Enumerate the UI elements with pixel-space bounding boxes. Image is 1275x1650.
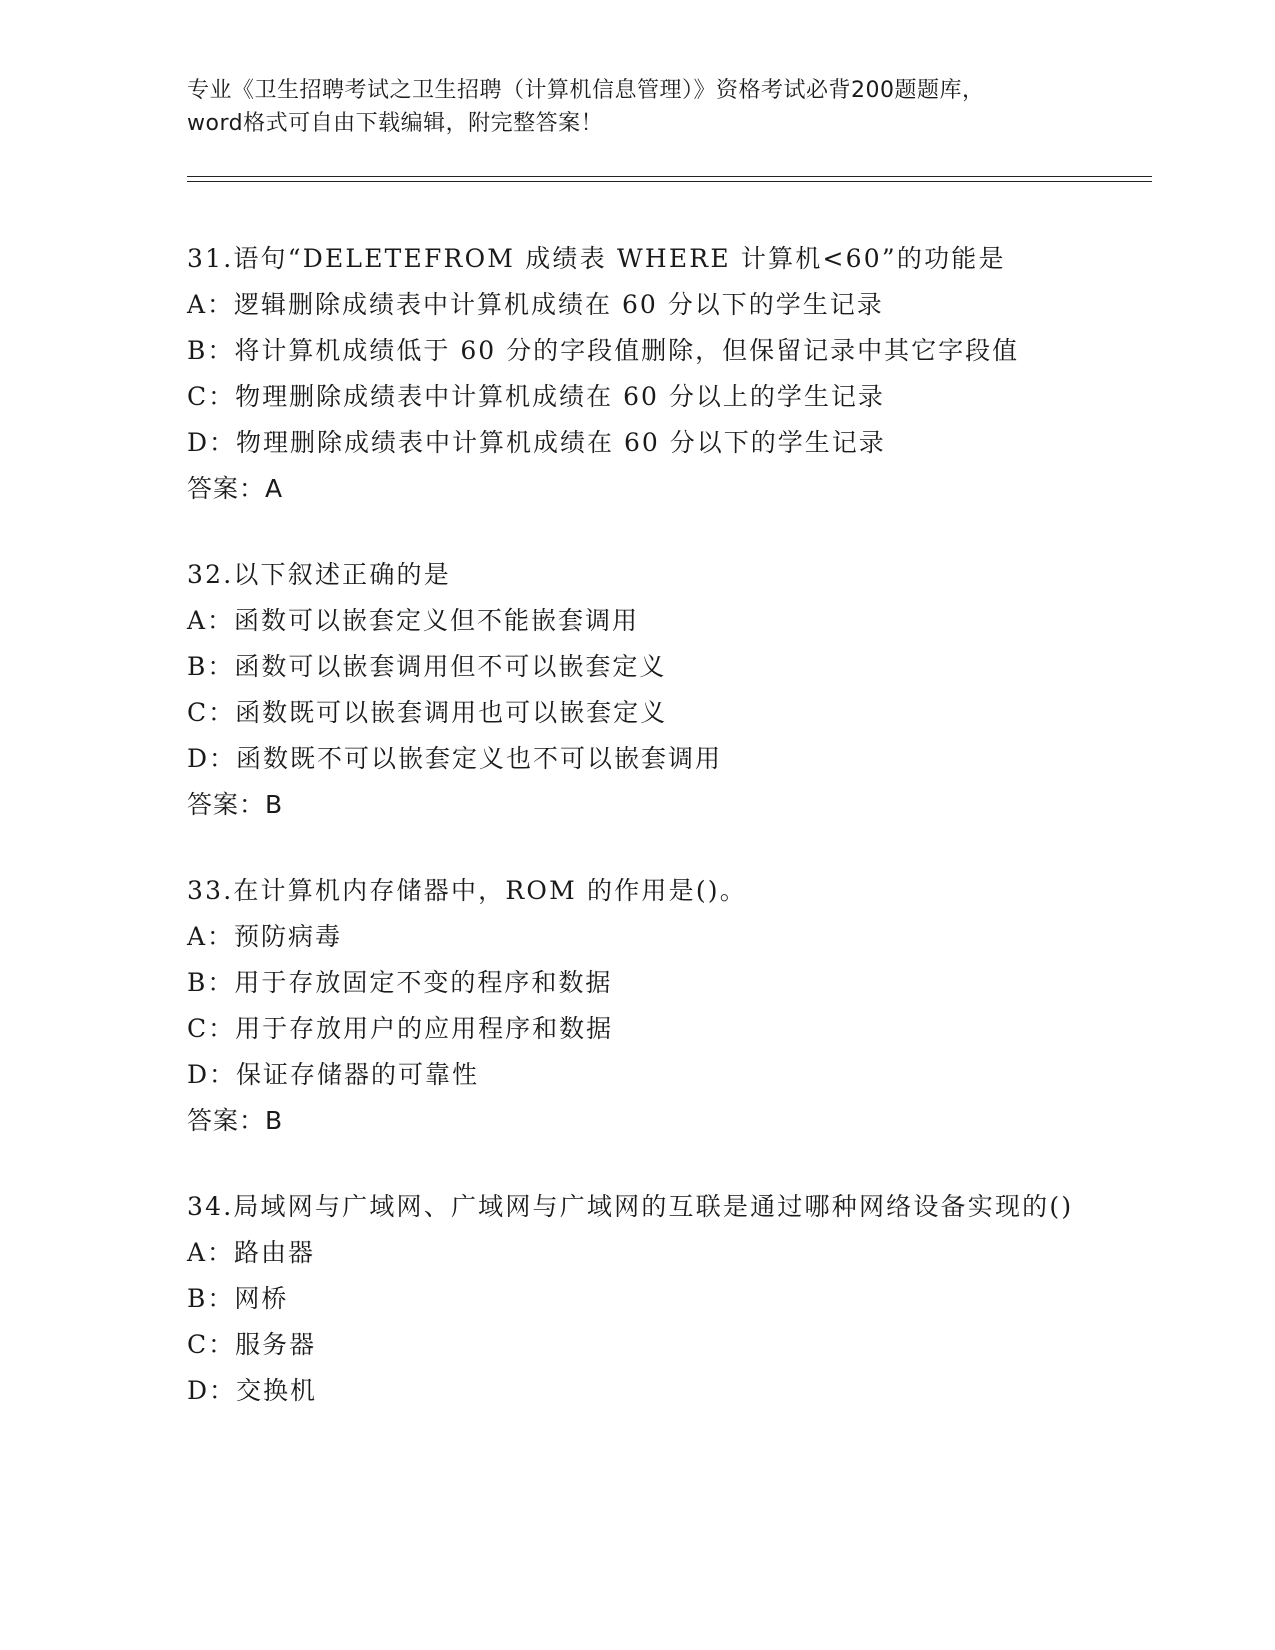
option-d: D：物理删除成绩表中计算机成绩在 60 分以下的学生记录 (187, 428, 886, 457)
question-33 (187, 868, 1087, 1144)
question-stem: 34.局域网与广域网、广域网与广域网的互联是通过哪种网络设备实现的() (187, 1192, 1074, 1221)
header-line-1: 专业《卫生招聘考试之卫生招聘（计算机信息管理）》资格考试必背200题题库， (187, 78, 985, 103)
option-a: A：逻辑删除成绩表中计算机成绩在 60 分以下的学生记录 (187, 290, 884, 319)
answer-text: 答案：A (187, 474, 284, 503)
option-c: C：物理删除成绩表中计算机成绩在 60 分以上的学生记录 (187, 382, 885, 411)
option-d: D：保证存储器的可靠性 (187, 1060, 480, 1089)
option-a: A：预防病毒 (187, 922, 343, 951)
option-a: A：函数可以嵌套定义但不能嵌套调用 (187, 606, 640, 635)
question-stem: 33.在计算机内存储器中，ROM 的作用是()。 (187, 876, 747, 905)
option-d: D：交换机 (187, 1376, 318, 1405)
question-32 (187, 552, 1087, 828)
option-c: C：函数既可以嵌套调用也可以嵌套定义 (187, 698, 668, 727)
option-b: B：函数可以嵌套调用但不可以嵌套定义 (187, 652, 667, 681)
answer-text: 答案：B (187, 1106, 284, 1135)
answer-text: 答案：B (187, 790, 284, 819)
question-31 (187, 236, 1087, 512)
option-c: C：用于存放用户的应用程序和数据 (187, 1014, 614, 1043)
option-b: B：用于存放固定不变的程序和数据 (187, 968, 613, 997)
header-divider-bottom (187, 181, 1152, 182)
question-stem: 32.以下叙述正确的是 (187, 560, 451, 589)
option-b: B：将计算机成绩低于 60 分的字段值删除，但保留记录中其它字段值 (187, 336, 1020, 365)
header-divider-top (187, 176, 1152, 177)
question-list (187, 236, 1087, 1454)
option-a: A：路由器 (187, 1238, 316, 1267)
document-header (187, 74, 1087, 140)
option-c: C：服务器 (187, 1330, 317, 1359)
header-line-2: word格式可自由下载编辑，附完整答案！ (187, 111, 604, 136)
option-b: B：网桥 (187, 1284, 289, 1313)
option-d: D：函数既不可以嵌套定义也不可以嵌套调用 (187, 744, 723, 773)
question-34 (187, 1184, 1087, 1414)
question-stem: 31.语句“DELETEFROM 成绩表 WHERE 计算机<60”的功能是 (187, 244, 1006, 273)
